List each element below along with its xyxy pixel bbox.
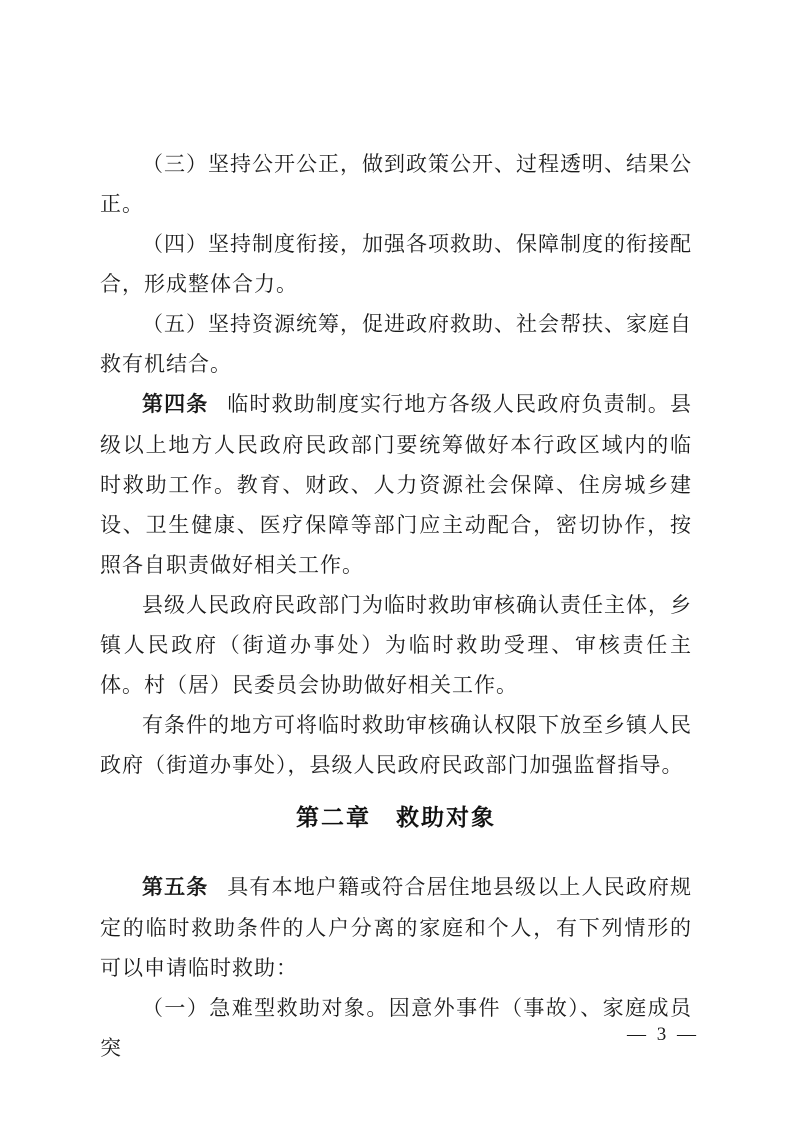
paragraph-text: 临时救助制度实行地方各级人民政府负责制。县级以上地方人民政府民政部门要统筹做好本行政区域内的临时救助工作。教育、财政、人力资源社会保障、住房城乡建设、卫生健康、医疗保障等部门应主动配合，密切协作，按照各自职责做好相关工作。 [100, 392, 692, 577]
paragraph-article-4 [100, 384, 692, 585]
paragraph [100, 705, 692, 785]
paragraph-text: （五）坚持资源统筹，促进政府救助、社会帮扶、家庭自救有机结合。 [100, 312, 692, 376]
paragraph [100, 304, 692, 384]
paragraph-text: （一）急难型救助对象。因意外事件（事故）、家庭成员突 [100, 996, 692, 1060]
paragraph-text: 具有本地户籍或符合居住地县级以上人民政府规定的临时救助条件的人户分离的家庭和个人，有下列情形的可以申请临时救助： [100, 875, 692, 980]
paragraph [100, 988, 692, 1068]
paragraph-text: （三）坚持公开公正，做到政策公开、过程透明、结果公正。 [100, 152, 692, 216]
paragraph-text: （四）坚持制度衔接，加强各项救助、保障制度的衔接配合，形成整体合力。 [100, 232, 692, 296]
paragraph-article-5 [100, 867, 692, 988]
document-body [100, 144, 692, 1068]
paragraph-text: 有条件的地方可将临时救助审核确认权限下放至乡镇人民政府（街道办事处），县级人民政府民政部门加强监督指导。 [100, 713, 692, 777]
article-number: 第五条 [142, 876, 209, 899]
article-number: 第四条 [142, 393, 209, 416]
paragraph [100, 224, 692, 304]
paragraph [100, 144, 692, 224]
paragraph-text: 县级人民政府民政部门为临时救助审核确认责任主体，乡镇人民政府（街道办事处）为临时救助受理、审核责任主体。村（居）民委员会协助做好相关工作。 [100, 593, 692, 697]
page-number: — 3 — [627, 1024, 699, 1045]
paragraph [100, 585, 692, 705]
chapter-heading: 第二章 救助对象 [296, 804, 496, 830]
